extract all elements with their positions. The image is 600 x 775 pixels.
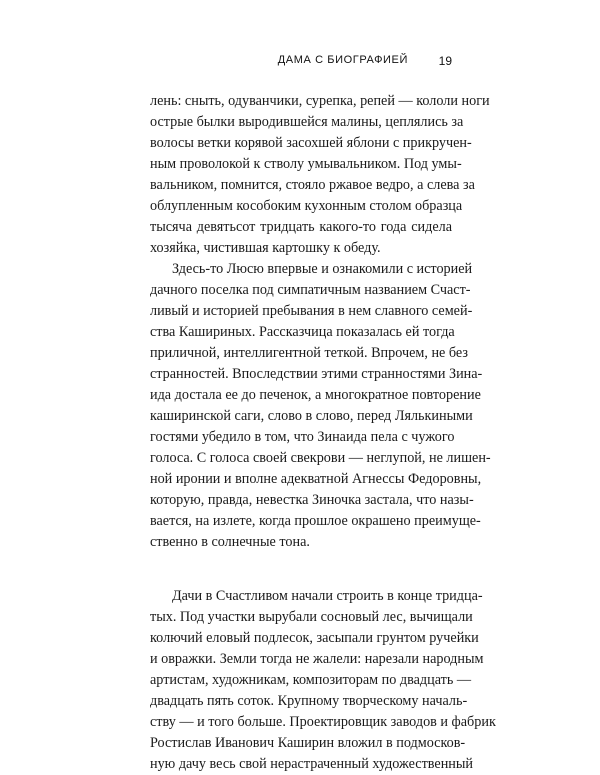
text-line: Здесь-то Люсю впервые и ознакомили с историей [172, 261, 473, 277]
text-line: вальником, помнится, стояло ржавое ведро, а слева за [150, 177, 475, 193]
text-line: облупленным кособоким кухонным столом образца [150, 198, 463, 214]
text-line: гостями убедило в том, что Зинаида пела с чужого [150, 429, 455, 445]
paragraph-3 [150, 586, 496, 775]
text-line: волосы ветки корявой засохшей яблони с прикручен- [150, 135, 472, 151]
text-line: колючий еловый подлесок, засыпали грунтом ручейки [150, 630, 479, 646]
text-line: хозяйка, чистившая картошку к обеду. [150, 240, 381, 256]
text-line: ной иронии и вполне адекватной Агнессы Федоровны, [150, 471, 482, 487]
text-line: ственно в солнечные тона. [150, 534, 310, 550]
body-text [150, 91, 496, 775]
text-line: двадцать пять соток. Крупному творческому началь- [150, 693, 468, 709]
text-line: ливый и историей пребывания в нем славного семей- [150, 303, 473, 319]
text-line: тых. Под участки вырубали сосновый лес, вычищали [150, 609, 473, 625]
text-line: голоса. С голоса своей свекрови — неглупой, не лишен- [150, 450, 491, 466]
paragraph-2 [150, 259, 491, 553]
text-line: ную дачу весь свой нерастраченный художественный [150, 756, 474, 772]
text-line: которую, правда, невестка Зиночка застала, что назы- [150, 492, 474, 508]
text-line: вается, на излете, когда прошлое окрашено преимуще- [150, 513, 481, 529]
text-line: каширинской саги, слово в слово, перед Лялькиными [150, 408, 473, 424]
paragraph-1 [150, 91, 490, 259]
text-line: артистам, художникам, композиторам по двадцать — [150, 672, 472, 688]
page-number: 19 [438, 54, 452, 68]
text-line: острые былки выродившейся малины, цеплялись за [150, 114, 464, 130]
text-line: тысяча девятьсот тридцать какого-то года сидела [150, 219, 452, 235]
running-title: ДАМА С БИОГРАФИЕЙ [277, 54, 408, 66]
text-line: Дачи в Счастливом начали строить в конце тридца- [172, 588, 483, 604]
text-line: Ростислав Иванович Каширин вложил в подмосков- [150, 735, 466, 751]
text-line: дачного поселка под симпатичным названием Счаст- [150, 282, 471, 298]
running-header [150, 54, 452, 70]
text-line: ида достала ее до печенок, а многократное повторение [150, 387, 481, 403]
text-line: приличной, интеллигентной теткой. Впрочем, не без [150, 345, 469, 361]
text-line: ству — и того больше. Проектировщик заводов и фабрик [150, 714, 496, 730]
section-break [150, 553, 452, 586]
text-line: странностей. Впоследствии этими странностями Зина- [150, 366, 483, 382]
text-line: и овражки. Земли тогда не жалели: нарезали народным [150, 651, 484, 667]
text-line: ства Кашириных. Рассказчица показалась ей тогда [150, 324, 455, 340]
text-line: лень: сныть, одуванчики, сурепка, репей — кололи ноги [150, 93, 490, 109]
text-line: ным проволокой к стволу умывальником. Под умы- [150, 156, 462, 172]
